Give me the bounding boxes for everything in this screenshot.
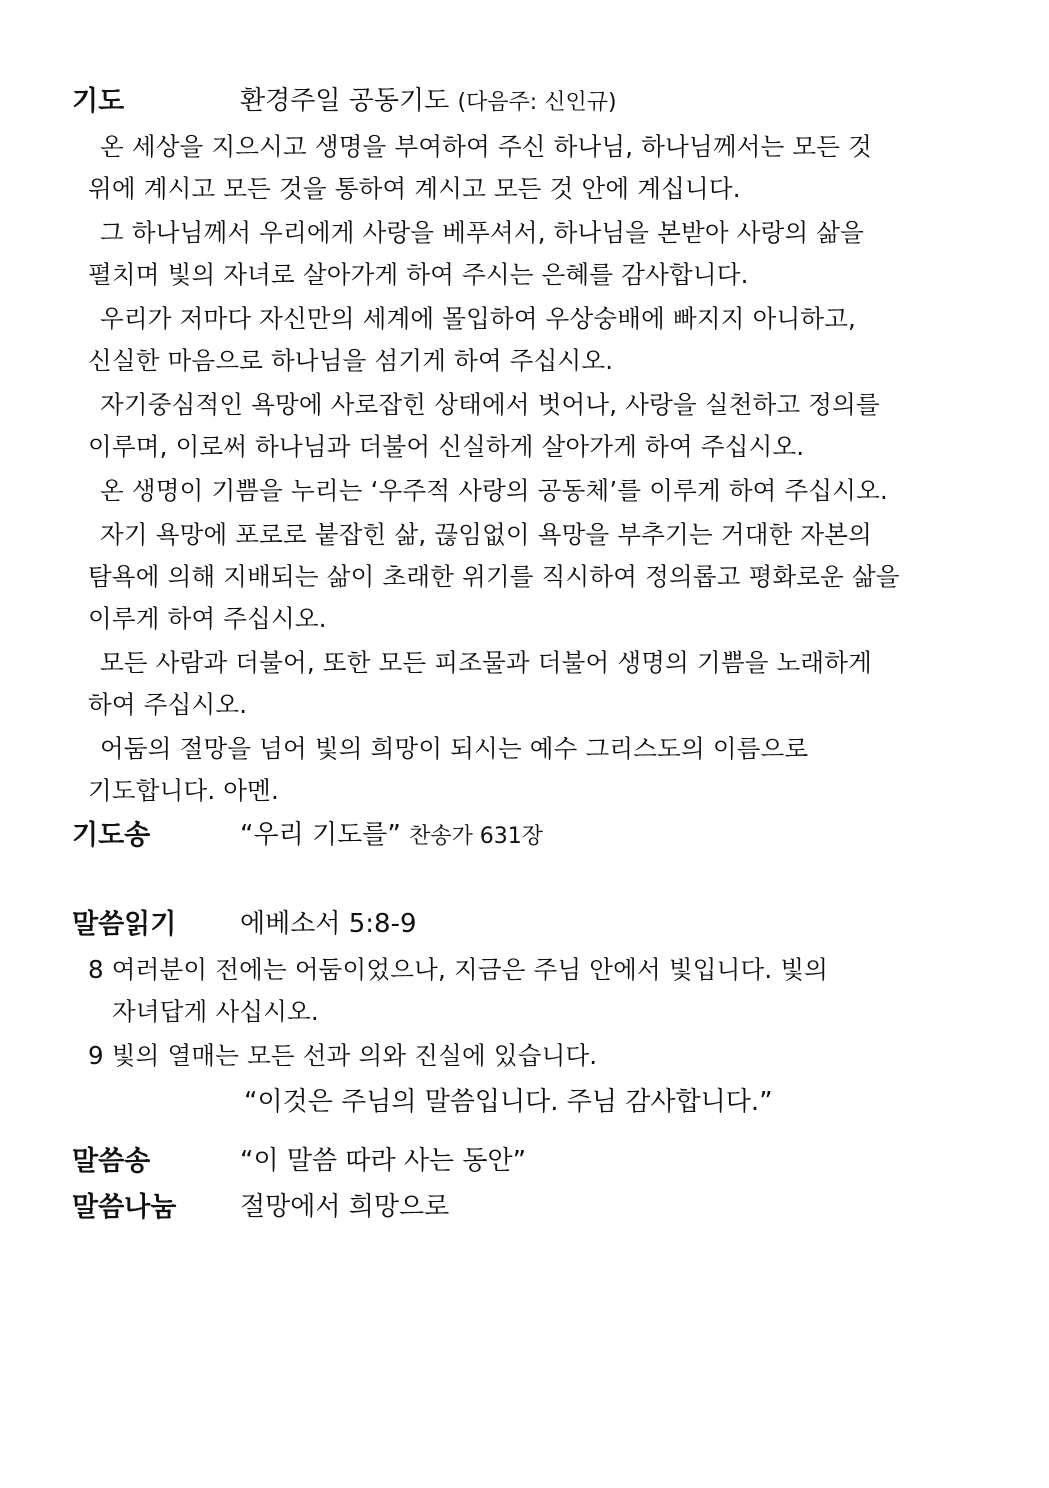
prayer-heading: 기도: [72, 86, 125, 117]
prayer-title-row: [240, 88, 617, 114]
prayer-line: 이루며, 이로써 하나님과 더불어 신실하게 살아가게 하여 주십시오.: [88, 432, 805, 461]
prayer-line: 모든 사람과 더불어, 또한 모든 피조물과 더불어 생명의 기쁨을 노래하게: [100, 648, 873, 677]
reading-response: “이것은 주님의 말씀입니다. 주님 감사합니다.”: [244, 1087, 773, 1117]
prayer-line: 온 생명이 기쁨을 누리는 ‘우주적 사랑의 공동체’를 이루게 하여 주십시오.: [100, 476, 888, 505]
prayer-line: 그 하나님께서 우리에게 사랑을 베푸셔서, 하나님을 본받아 사랑의 삶을: [100, 218, 865, 247]
prayer-line: 위에 계시고 모든 것을 통하여 계시고 모든 것 안에 계십니다.: [88, 174, 741, 203]
word-song-title: “이 말씀 따라 사는 동안”: [240, 1146, 527, 1176]
prayer-line: 자기 욕망에 포로로 붙잡힌 삶, 끊임없이 욕망을 부추기는 거대한 자본의: [100, 520, 873, 549]
verse-8-continued: 자녀답게 사십시오.: [112, 997, 319, 1026]
prayer-line: 신실한 마음으로 하나님을 섬기게 하여 주십시오.: [88, 346, 614, 375]
prayer-song-heading: 기도송: [72, 820, 151, 851]
prayer-song-row: [240, 822, 543, 848]
word-song-heading: 말씀송: [72, 1146, 151, 1177]
prayer-line: 자기중심적인 욕망에 사로잡힌 상태에서 벗어나, 사랑을 실천하고 정의를: [100, 390, 880, 419]
prayer-line: 하여 주십시오.: [88, 690, 248, 719]
prayer-line: 탐욕에 의해 지배되는 삶이 초래한 위기를 직시하여 정의롭고 평화로운 삶을: [88, 562, 900, 591]
prayer-line: 기도합니다. 아멘.: [88, 776, 280, 805]
prayer-line: 펼치며 빛의 자녀로 살아가게 하여 주시는 은혜를 감사합니다.: [88, 260, 749, 289]
sermon-heading: 말씀나눔: [72, 1192, 177, 1223]
reading-heading: 말씀읽기: [72, 909, 177, 940]
sermon-title: 절망에서 희망으로: [240, 1192, 450, 1222]
prayer-line: 어둠의 절망을 넘어 빛의 희망이 되시는 예수 그리스도의 이름으로: [100, 734, 809, 763]
hymn-number: 찬송가 631장: [409, 824, 544, 849]
prayer-line: 온 세상을 지으시고 생명을 부여하여 주신 하나님, 하나님께서는 모든 것: [100, 132, 873, 161]
verse-9: 9 빛의 열매는 모든 선과 의와 진실에 있습니다.: [88, 1041, 598, 1070]
prayer-line: 우리가 저마다 자신만의 세계에 몰입하여 우상숭배에 빠지지 아니하고,: [100, 304, 857, 333]
prayer-title: 환경주일 공동기도: [240, 86, 450, 116]
verse-8: 8 여러분이 전에는 어둠이었으나, 지금은 주님 안에서 빛입니다. 빛의: [88, 955, 829, 984]
prayer-song-title: “우리 기도를”: [240, 820, 401, 850]
prayer-next-week-note: (다음주: 신인규): [457, 90, 617, 115]
prayer-line: 이루게 하여 주십시오.: [88, 604, 327, 633]
scripture-reference: 에베소서 5:8-9: [240, 909, 417, 939]
